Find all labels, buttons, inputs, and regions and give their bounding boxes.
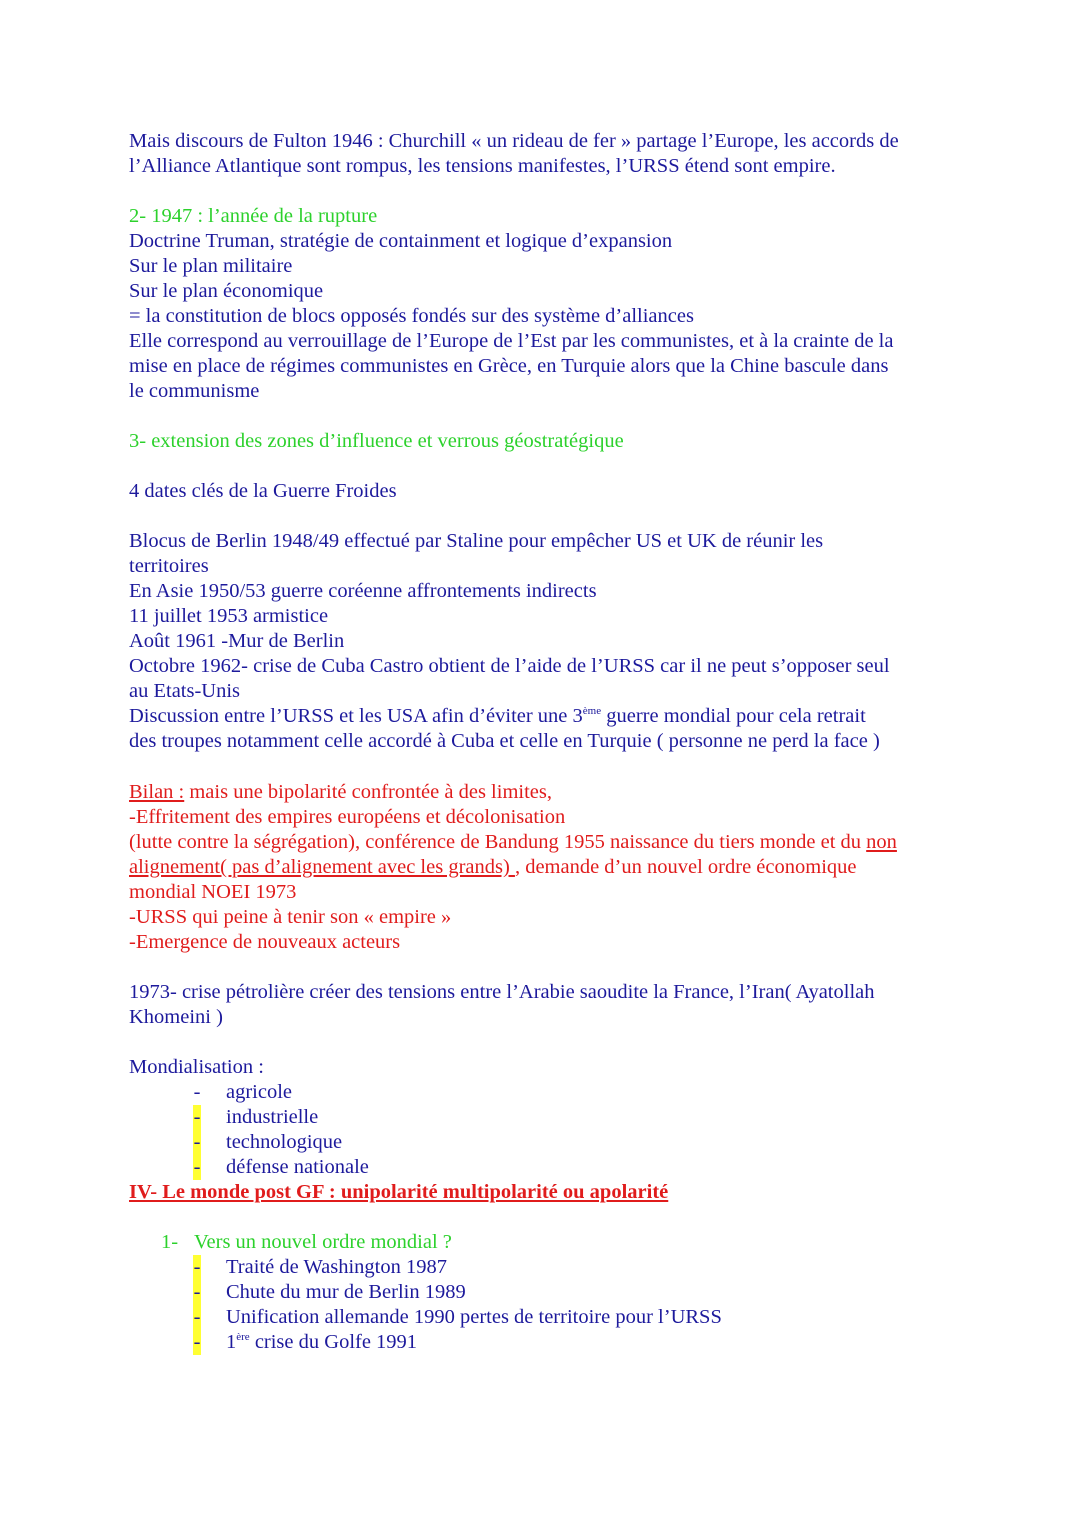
text-span: (lutte contre la ségrégation), conférence de Bandung 1955 naissance du tiers monde et du bbox=[129, 831, 867, 853]
dash-mark-highlighted: - bbox=[193, 1156, 201, 1178]
text-line: l’Alliance Atlantique sont rompus, les tensions manifestes, l’URSS étend sont empire. bbox=[129, 155, 836, 177]
text-span: mais une bipolarité confrontée à des limites, bbox=[184, 781, 552, 803]
subsection-title: Vers un nouvel ordre mondial ? bbox=[194, 1231, 452, 1253]
text-line bbox=[129, 855, 969, 880]
text-line: mondial NOEI 1973 bbox=[129, 881, 297, 903]
bullet-dash bbox=[193, 1255, 225, 1280]
section-3 bbox=[129, 429, 969, 754]
text-line bbox=[129, 830, 969, 855]
subheading: 4 dates clés de la Guerre Froides bbox=[129, 480, 397, 502]
dash-mark-highlighted: - bbox=[193, 1256, 201, 1278]
list-item bbox=[193, 1330, 893, 1355]
list-item bbox=[193, 1155, 593, 1180]
text-line: Sur le plan économique bbox=[129, 280, 324, 302]
text-span: guerre mondial pour cela retrait bbox=[601, 705, 866, 727]
bilan-section bbox=[129, 780, 969, 955]
list-item bbox=[193, 1280, 893, 1305]
section-heading: 3- extension des zones d’influence et verrous géostratégique bbox=[129, 430, 624, 452]
list-item-text: Unification allemande 1990 pertes de territoire pour l’URSS bbox=[226, 1306, 722, 1328]
bullet-dash bbox=[193, 1080, 225, 1105]
text-line: Doctrine Truman, stratégie de containment et logique d’expansion bbox=[129, 230, 673, 252]
text-line: Mais discours de Fulton 1946 : Churchill « un rideau de fer » partage l’Europe, les accords de bbox=[129, 130, 899, 152]
part-4-title-block bbox=[129, 1180, 969, 1205]
mondialisation-label: Mondialisation : bbox=[129, 1056, 264, 1078]
part-4-list bbox=[193, 1255, 893, 1355]
text-line: 11 juillet 1953 armistice bbox=[129, 605, 329, 627]
bilan-label: Bilan : bbox=[129, 781, 185, 803]
list-item bbox=[193, 1255, 893, 1280]
list-item bbox=[193, 1105, 593, 1130]
text-line: En Asie 1950/53 guerre coréenne affrontements indirects bbox=[129, 580, 597, 602]
bullet-dash bbox=[193, 1105, 225, 1130]
text-line: Sur le plan militaire bbox=[129, 255, 293, 277]
dash-mark-highlighted: - bbox=[193, 1306, 201, 1328]
bullet-dash bbox=[193, 1280, 225, 1305]
bullet-dash bbox=[193, 1155, 225, 1180]
text-line: Octobre 1962- crise de Cuba Castro obtient de l’aide de l’URSS car il ne peut s’opposer seul bbox=[129, 655, 890, 677]
text-line: au Etats-Unis bbox=[129, 680, 241, 702]
list-item bbox=[193, 1130, 593, 1155]
bullet-dash bbox=[193, 1305, 225, 1330]
mondialisation-list bbox=[193, 1080, 593, 1180]
text-line: des troupes notamment celle accordé à Cuba et celle en Turquie ( personne ne perd la face ) bbox=[129, 730, 880, 752]
section-heading: 2- 1947 : l’année de la rupture bbox=[129, 205, 378, 227]
underlined-span: non bbox=[866, 831, 897, 853]
underlined-span: alignement( pas d’alignement avec les grands) bbox=[129, 856, 515, 878]
list-item-text: technologique bbox=[226, 1131, 343, 1153]
list-item-text: agricole bbox=[226, 1081, 293, 1103]
text-span: 1 bbox=[226, 1331, 237, 1353]
bullet-dash bbox=[193, 1330, 225, 1355]
dash-mark: - bbox=[193, 1081, 201, 1103]
list-item-text bbox=[226, 1330, 417, 1355]
text-line: -URSS qui peine à tenir son « empire » bbox=[129, 906, 452, 928]
list-item-text: Chute du mur de Berlin 1989 bbox=[226, 1281, 466, 1303]
text-line: Elle correspond au verrouillage de l’Europe de l’Est par les communistes, et à la crainte de la bbox=[129, 330, 894, 352]
text-line: = la constitution de blocs opposés fondés sur des système d’alliances bbox=[129, 305, 694, 327]
list-item-text: défense nationale bbox=[226, 1156, 369, 1178]
subsection-heading bbox=[161, 1230, 661, 1255]
superscript: ème bbox=[582, 705, 602, 717]
text-line: -Emergence de nouveaux acteurs bbox=[129, 931, 401, 953]
intro-paragraph bbox=[129, 129, 969, 179]
list-item bbox=[193, 1080, 593, 1105]
text-span: , demande d’un nouvel ordre économique bbox=[514, 856, 857, 878]
text-line: Août 1961 -Mur de Berlin bbox=[129, 630, 345, 652]
dash-mark-highlighted: - bbox=[193, 1131, 201, 1153]
dates-list bbox=[129, 529, 969, 754]
list-item-text: Traité de Washington 1987 bbox=[226, 1256, 447, 1278]
mondialisation-section bbox=[129, 1055, 969, 1080]
dash-mark-highlighted: - bbox=[193, 1331, 201, 1353]
list-item bbox=[193, 1305, 893, 1330]
text-span: crise du Golfe 1991 bbox=[249, 1331, 418, 1353]
text-line: 1973- crise pétrolière créer des tensions entre l’Arabie saoudite la France, l’Iran( Ayatollah bbox=[129, 981, 875, 1003]
section-2 bbox=[129, 204, 969, 404]
text-line: le communisme bbox=[129, 380, 260, 402]
dash-mark-highlighted: - bbox=[193, 1106, 201, 1128]
part-title: IV- Le monde post GF : unipolarité multipolarité ou apolarité bbox=[129, 1181, 669, 1203]
dash-mark-highlighted: - bbox=[193, 1281, 201, 1303]
text-line bbox=[129, 780, 969, 805]
text-line: mise en place de régimes communistes en Grèce, en Turquie alors que la Chine bascule dans bbox=[129, 355, 889, 377]
superscript: ère bbox=[236, 1331, 250, 1343]
text-span: Discussion entre l’URSS et les USA afin d’éviter une 3 bbox=[129, 705, 583, 727]
crise-paragraph bbox=[129, 980, 969, 1030]
text-line: territoires bbox=[129, 555, 209, 577]
list-item-text: industrielle bbox=[226, 1106, 319, 1128]
part-4-subsection bbox=[161, 1230, 661, 1255]
text-line: Blocus de Berlin 1948/49 effectué par Staline pour empêcher US et UK de réunir les bbox=[129, 530, 824, 552]
text-line: Khomeini ) bbox=[129, 1006, 223, 1028]
bullet-dash bbox=[193, 1130, 225, 1155]
text-line bbox=[129, 704, 969, 729]
text-line: -Effritement des empires européens et décolonisation bbox=[129, 806, 566, 828]
subsection-number: 1- bbox=[161, 1231, 179, 1253]
